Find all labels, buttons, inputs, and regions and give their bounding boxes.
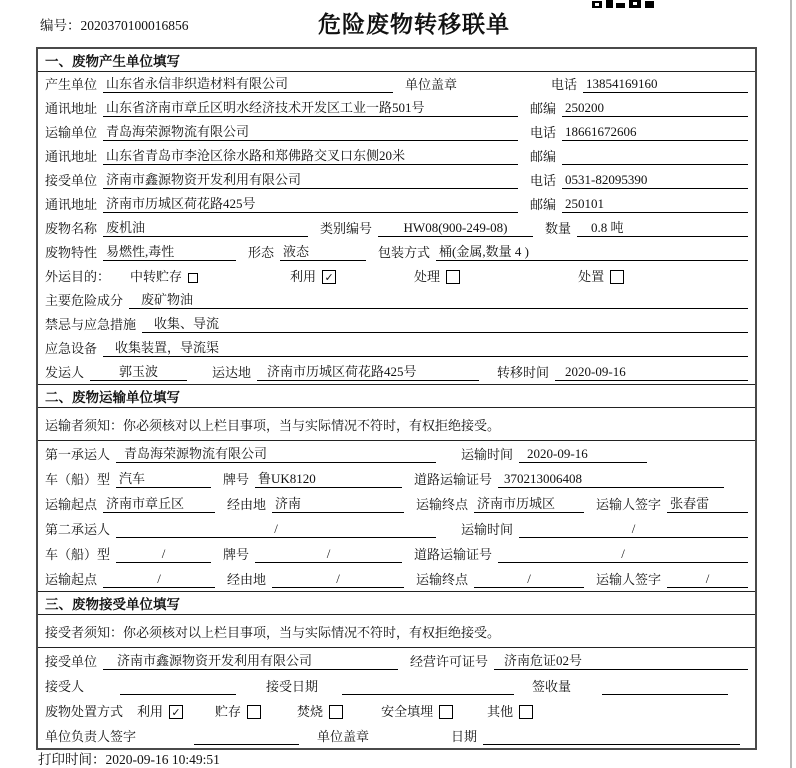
packing-value: 桶(金属,数量 4 ): [436, 241, 748, 261]
receiver-notice-text: 你必须核对以上栏目事项，当与实际情况不符时，有权拒绝接受。: [123, 624, 501, 640]
vehicle1-type-value: 汽车: [116, 468, 211, 488]
disposal-other-checkbox: [519, 705, 533, 719]
receiver-address-value: 济南市历城区荷花路425号: [103, 193, 518, 213]
qr-code-fragment: [592, 0, 658, 10]
print-time-label: 打印时间：: [38, 752, 106, 767]
purpose-option-label: 中转贮存: [130, 269, 183, 284]
producer-label: 产生单位: [45, 77, 98, 92]
disposal-option-label: 贮存: [215, 704, 242, 719]
accept-unit-row: [38, 648, 755, 673]
print-time: [38, 748, 220, 768]
plate1-value: 鲁UK8120: [255, 468, 402, 488]
road-license1-label: 道路运输证号: [414, 472, 493, 487]
transporter-phone-value: 18661672606: [562, 124, 748, 141]
producer-address-row: [38, 96, 755, 120]
recipient-row: [38, 673, 755, 698]
purpose-option-transfer-storage: [130, 266, 198, 285]
recipient-label: 接受人: [45, 679, 85, 694]
receiver-address-row: [38, 192, 755, 216]
road-license2-value: /: [498, 546, 748, 563]
road-license1-value: 370213006408: [498, 471, 724, 488]
carrier2-value: /: [116, 521, 436, 538]
equipment-row: [38, 336, 755, 360]
route2-via-label: 经由地: [227, 572, 267, 587]
carrier2-label: 第二承运人: [45, 522, 111, 537]
waste-category-value: HW08(900-249-08): [378, 220, 533, 237]
waste-category-label: 类别编号: [320, 221, 373, 236]
transporter-notice: [38, 408, 755, 441]
unit-seal-label: 单位盖章: [317, 729, 370, 744]
document-number: [40, 14, 189, 34]
carrier1-row: [38, 441, 755, 466]
route2-via-value: /: [272, 571, 404, 588]
carrier1-label: 第一承运人: [45, 447, 111, 462]
transporter-zip-value: [562, 150, 748, 165]
vehicle1-type-label: 车（船）型: [45, 472, 111, 487]
receiver-zip-value: 250101: [562, 196, 748, 213]
receiver-row: [38, 168, 755, 192]
taboo-value: 收集、导流: [142, 313, 748, 333]
waste-quantity-value: 0.8 吨: [577, 217, 748, 237]
accept-date-label: 接受日期: [266, 679, 319, 694]
disposal-option-label: 利用: [137, 704, 164, 719]
disposal-option-other: [487, 701, 533, 720]
route2-start-value: /: [103, 571, 215, 588]
route1-via-label: 经由地: [227, 497, 267, 512]
producer-address-value: 山东省济南市章丘区明水经济技术开发区工业一路501号: [103, 97, 518, 117]
vehicle2-type-value: /: [116, 546, 211, 563]
hazard-label: 主要危险成分: [45, 293, 124, 308]
producer-zip-value: 250200: [562, 100, 748, 117]
waste-quantity-label: 数量: [545, 221, 572, 236]
seal-label: 单位盖章: [405, 77, 458, 92]
waste-name-row: [38, 216, 755, 240]
carrier1-time-value: 2020-09-16: [519, 446, 647, 463]
hazard-row: [38, 288, 755, 312]
carrier2-time-value: /: [519, 521, 748, 538]
purpose-option-label: 处置: [578, 269, 605, 284]
taboo-row: [38, 312, 755, 336]
disposal-method-row: [38, 698, 755, 723]
receiver-notice-label: 接受者须知：: [45, 624, 124, 640]
disposal-option-store: [215, 701, 261, 720]
transporter-notice-text: 你必须核对以上栏目事项，当与实际情况不符时，有权拒绝接受。: [123, 417, 501, 433]
route2-sign-value: /: [667, 571, 748, 588]
transporter-row: [38, 120, 755, 144]
section2-header: 二、废物运输单位填写: [38, 384, 755, 408]
waste-property-value: 易燃性,毒性: [103, 241, 236, 261]
vehicle2-type-label: 车（船）型: [45, 547, 111, 562]
waste-name-label: 废物名称: [45, 221, 98, 236]
transfer-time-label: 转移时间: [497, 365, 550, 380]
disposal-option-incinerate: [297, 701, 343, 720]
transporter-address-value: 山东省青岛市李沧区徐水路和郑佛路交叉口东侧20米: [103, 145, 518, 165]
section3-header: 三、废物接受单位填写: [38, 591, 755, 615]
accept-date-value: [342, 680, 514, 695]
section1-header: 一、废物产生单位填写: [38, 49, 755, 72]
vehicle2-row: [38, 541, 755, 566]
waste-property-label: 废物特性: [45, 245, 98, 260]
disposal-incinerate-checkbox: [329, 705, 343, 719]
print-time-value: 2020-09-16 10:49:51: [105, 752, 220, 767]
producer-value: 山东省永信非织造材料有限公司: [103, 73, 393, 93]
treat-checkbox: [446, 270, 460, 284]
recipient-value: [120, 680, 236, 695]
purpose-option-utilize: [290, 266, 336, 285]
purpose-option-treat: [414, 266, 460, 285]
producer-zip-label: 邮编: [529, 101, 556, 116]
vehicle1-row: [38, 466, 755, 491]
producer-row: [38, 72, 755, 96]
waste-form-label: 形态: [248, 245, 275, 260]
waste-property-row: [38, 240, 755, 264]
signed-amount-label: 签收量: [532, 679, 572, 694]
transporter-zip-label: 邮编: [529, 149, 556, 164]
road-license2-label: 道路运输证号: [414, 547, 493, 562]
transporter-value: 青岛海荣源物流有限公司: [103, 121, 518, 141]
consignor-row: [38, 360, 755, 384]
transporter-address-label: 通讯地址: [45, 149, 98, 164]
route2-row: [38, 566, 755, 591]
disposal-utilize-checkbox: ✓: [169, 705, 183, 719]
route1-sign-label: 运输人签字: [596, 497, 662, 512]
carrier2-time-label: 运输时间: [461, 522, 514, 537]
accept-unit-value: 济南市鑫源物资开发利用有限公司: [103, 650, 398, 670]
receiver-value: 济南市鑫源物资开发利用有限公司: [103, 169, 518, 189]
plate2-value: /: [255, 546, 402, 563]
receiver-address-label: 通讯地址: [45, 197, 98, 212]
transporter-notice-label: 运输者须知：: [45, 417, 124, 433]
destination-label: 运达地: [212, 365, 252, 380]
business-license-label: 经营许可证号: [410, 654, 489, 669]
signed-amount-value: [602, 680, 728, 695]
seal-date-label: 日期: [451, 729, 478, 744]
producer-phone-label: 电话: [551, 77, 578, 92]
hazard-value: 废矿物油: [129, 289, 748, 309]
route2-end-label: 运输终点: [416, 572, 469, 587]
disposal-option-landfill: [381, 701, 453, 720]
seal-date-value: [483, 730, 740, 745]
producer-phone-value: 13854169160: [583, 76, 748, 93]
destination-value: 济南市历城区荷花路425号: [257, 361, 479, 381]
purpose-option-label: 利用: [290, 269, 317, 284]
route2-sign-label: 运输人签字: [596, 572, 662, 587]
hazardous-waste-transfer-form: [36, 47, 757, 750]
transfer-storage-checkbox: [188, 273, 198, 283]
transporter-label: 运输单位: [45, 125, 98, 140]
page-edge-line: [790, 0, 792, 768]
transporter-address-row: [38, 144, 755, 168]
receiver-phone-value: 0531-82095390: [562, 172, 748, 189]
route2-end-value: /: [474, 571, 584, 588]
responsible-signature-row: [38, 723, 755, 748]
disposal-option-label: 焚烧: [297, 704, 324, 719]
consignor-label: 发运人: [45, 365, 85, 380]
plate2-label: 牌号: [223, 547, 250, 562]
transfer-time-value: 2020-09-16: [555, 364, 748, 381]
packing-label: 包装方式: [378, 245, 431, 260]
purpose-row: [38, 264, 755, 288]
waste-name-value: 废机油: [103, 217, 308, 237]
receiver-label: 接受单位: [45, 173, 98, 188]
route1-sign-value: 张春雷: [667, 493, 748, 513]
carrier1-time-label: 运输时间: [461, 447, 514, 462]
document-number-label: 编号：: [40, 18, 81, 33]
disposal-landfill-checkbox: [439, 705, 453, 719]
consignor-value: 郭玉波: [90, 361, 187, 381]
carrier1-value: 青岛海荣源物流有限公司: [116, 443, 436, 463]
route1-start-label: 运输起点: [45, 497, 98, 512]
route1-via-value: 济南: [272, 493, 404, 513]
route2-start-label: 运输起点: [45, 572, 98, 587]
disposal-store-checkbox: [247, 705, 261, 719]
carrier2-row: [38, 516, 755, 541]
taboo-label: 禁忌与应急措施: [45, 317, 137, 332]
receiver-phone-label: 电话: [529, 173, 556, 188]
route1-row: [38, 491, 755, 516]
accept-unit-label: 接受单位: [45, 654, 98, 669]
producer-address-label: 通讯地址: [45, 101, 98, 116]
route1-end-value: 济南市历城区: [474, 493, 584, 513]
disposal-method-label: 废物处置方式: [45, 704, 124, 719]
disposal-option-utilize: [137, 701, 183, 720]
responsible-signature-label: 单位负责人签字: [45, 729, 137, 744]
purpose-option-dispose: [578, 266, 624, 285]
document-number-value: 2020370100016856: [80, 18, 189, 33]
utilize-checkbox: ✓: [322, 270, 336, 284]
page-title: 危险废物转移联单: [318, 12, 510, 37]
equipment-label: 应急设备: [45, 341, 98, 356]
dispose-checkbox: [610, 270, 624, 284]
purpose-option-label: 处理: [414, 269, 441, 284]
business-license-value: 济南危证02号: [494, 650, 748, 670]
plate1-label: 牌号: [223, 472, 250, 487]
waste-form-value: 液态: [280, 241, 366, 261]
purpose-label: 外运目的：: [45, 269, 111, 284]
receiver-zip-label: 邮编: [529, 197, 556, 212]
route1-start-value: 济南市章丘区: [103, 493, 215, 513]
transporter-phone-label: 电话: [529, 125, 556, 140]
route1-end-label: 运输终点: [416, 497, 469, 512]
equipment-value: 收集装置，导流渠: [103, 337, 748, 357]
responsible-signature-value: [194, 730, 299, 745]
disposal-option-label: 安全填埋: [381, 704, 434, 719]
receiver-notice: [38, 615, 755, 648]
disposal-option-label: 其他: [487, 704, 514, 719]
